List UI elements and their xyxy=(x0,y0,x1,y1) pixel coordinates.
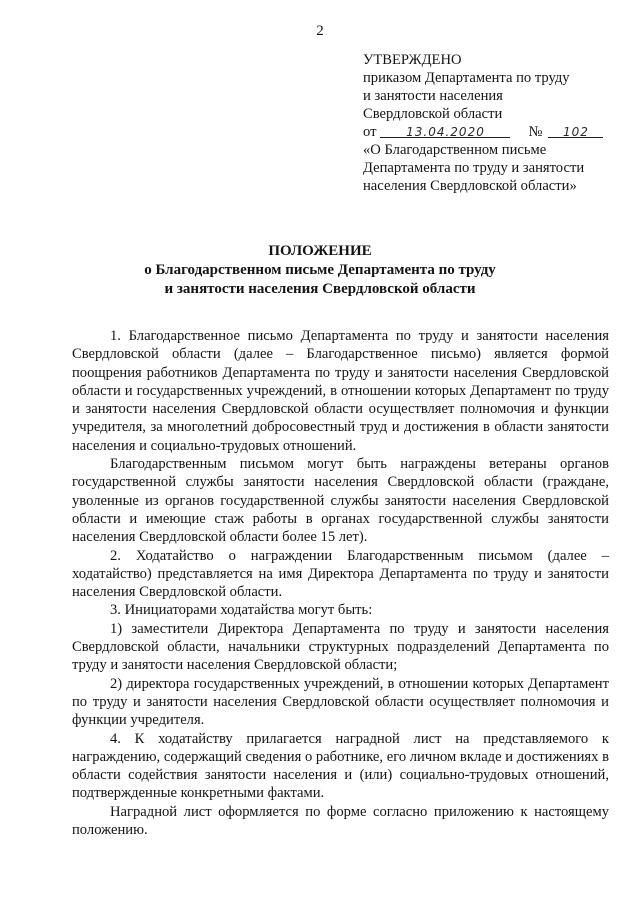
title-line-2: о Благодарственном письме Департамента по труду xyxy=(144,262,496,278)
approval-stamp-block xyxy=(363,51,633,195)
handwritten-date: 13.04.2020 xyxy=(380,123,510,138)
paragraph-5: 1) заместители Директора Департамента по труду и занятости населения Свердловской области, начальники структурных подразделений Департамента по труду и занятости населения Свердловской области; xyxy=(72,620,609,674)
paragraph-6: 2) директора государственных учреждений, в отношении которых Департамент по труду и занятости населения Свердловской области осуществляет полномочия и функции учредителя. xyxy=(72,675,609,729)
approval-subject-line-1: «О Благодарственном письме xyxy=(363,142,547,158)
paragraph-8: Наградной лист оформляется по форме согласно приложению к настоящему положению. xyxy=(72,803,609,839)
approval-department-line: и занятости населения xyxy=(363,88,503,104)
page-number: 2 xyxy=(316,23,324,39)
approval-region-line: Свердловской области xyxy=(363,106,503,122)
approval-heading: УТВЕРЖДЕНО xyxy=(363,52,462,68)
approval-subject-line-3: населения Свердловской области» xyxy=(363,178,577,194)
document-body xyxy=(72,327,609,839)
approval-date-number-line xyxy=(363,123,633,141)
document-title xyxy=(0,242,640,299)
date-prefix: от xyxy=(363,124,377,140)
paragraph-4: 3. Инициаторами ходатайства могут быть: xyxy=(110,602,373,619)
approval-order-line: приказом Департамента по труду xyxy=(363,70,570,86)
paragraph-1: 1. Благодарственное письмо Департамента по труду и занятости населения Свердловской области (далее – Благодарственное письмо) является формой поощрения работников Департамента по труду и занятости населения Свердловской области и государственных учреждений, в отношении которых Департамент по труду и занятости населения Свердловской области осуществляет полномочия и функции учредителя, за многолетний добросовестный труд и достижения в области занятости населения и социально-трудовых отношений. xyxy=(72,328,609,454)
title-line-1: ПОЛОЖЕНИЕ xyxy=(268,243,372,259)
handwritten-order-number: 102 xyxy=(548,123,603,138)
number-prefix: № xyxy=(528,124,543,140)
paragraph-7: 4. К ходатайству прилагается наградной лист на представляемого к награждению, содержащий сведения о работнике, его личном вкладе и достижениях в области содействия занятости населения и (или) социально-трудовых отношений, подтвержденные конкретными фактами. xyxy=(72,730,609,802)
paragraph-2: Благодарственным письмом могут быть награждены ветераны органов государственной службы занятости населения Свердловской области (граждане, уволенные из органов государственной службы занятости населения Свердловской области и имеющие стаж работы в органах государственной службы занятости населения Свердловской области более 15 лет). xyxy=(72,456,609,546)
approval-subject-line-2: Департамента по труду и занятости xyxy=(363,160,585,176)
paragraph-3: 2. Ходатайство о награждении Благодарственным письмом (далее – ходатайство) представляется на имя Директора Департамента по труду и занятости населения Свердловской области. xyxy=(72,547,609,601)
title-line-3: и занятости населения Свердловской области xyxy=(164,281,476,297)
